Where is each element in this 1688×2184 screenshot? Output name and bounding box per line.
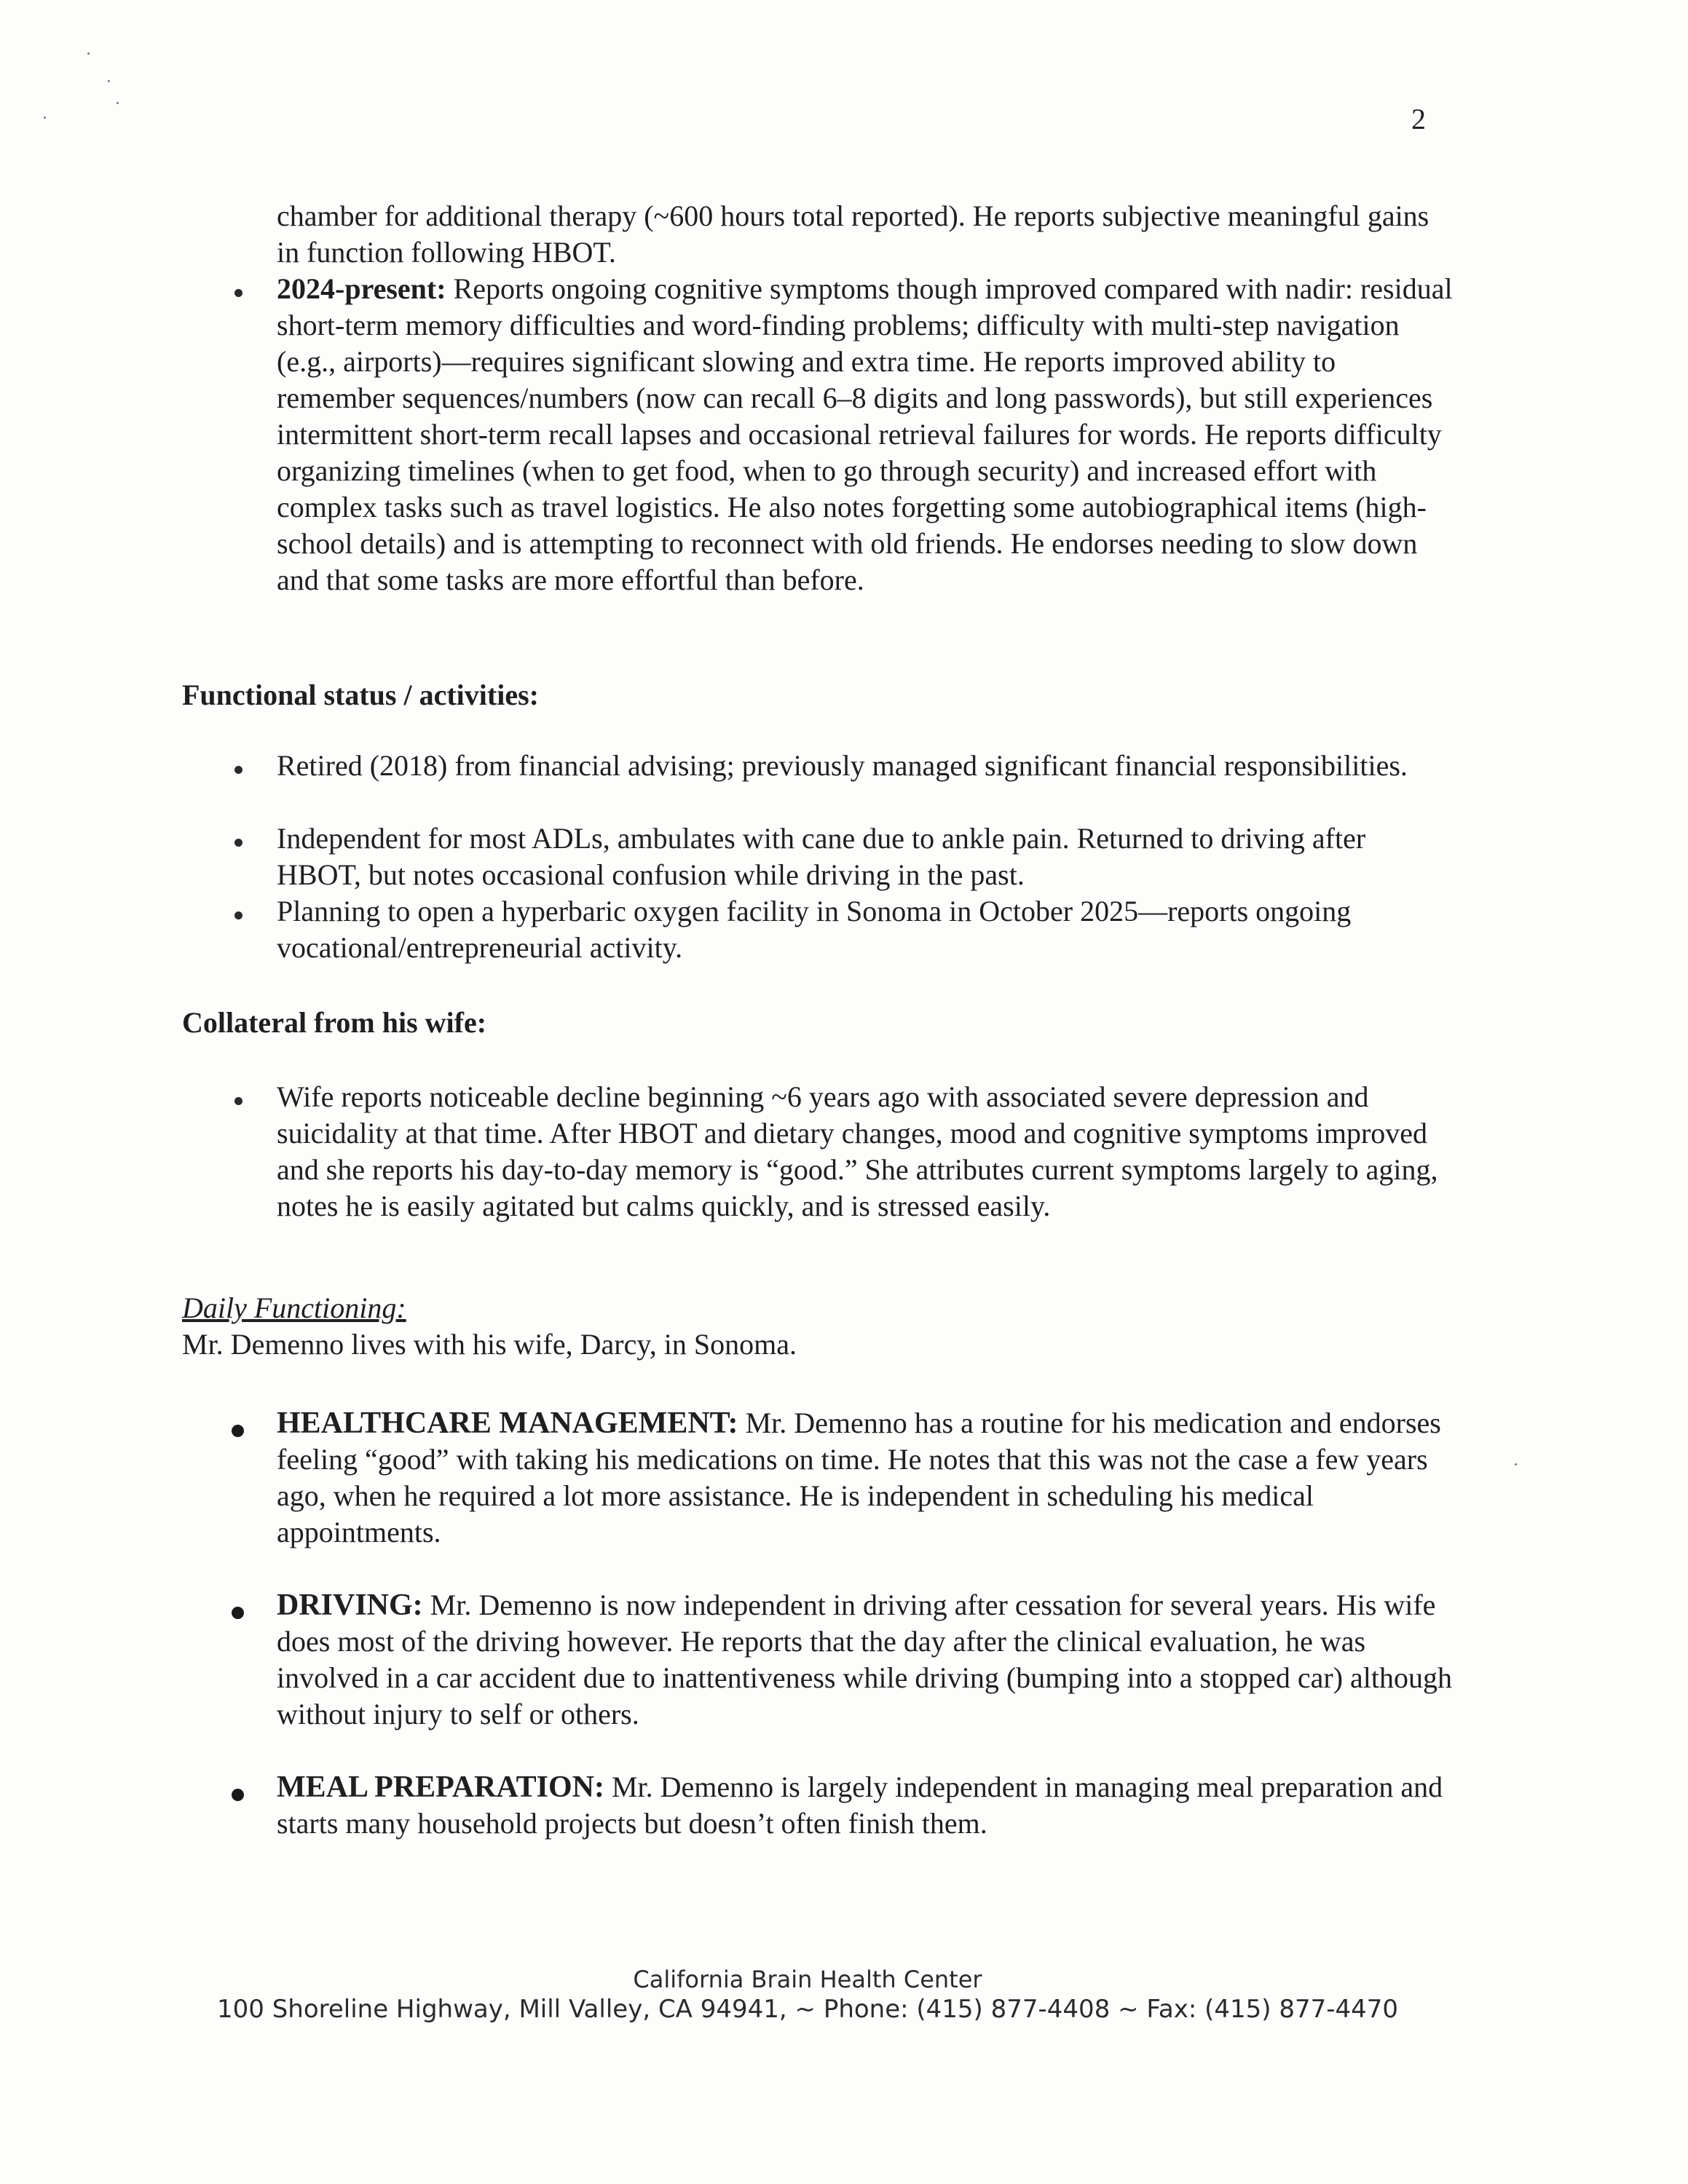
functional-status-heading: Functional status / activities: — [182, 678, 539, 711]
item-lead: DRIVING: — [277, 1588, 423, 1622]
collateral-heading: Collateral from his wife: — [182, 1006, 487, 1039]
history-item-2024 — [277, 271, 1456, 598]
list-item-text: Retired (2018) from financial advising; previously managed significant financial responsibilities. — [277, 749, 1408, 782]
history-continuation — [277, 198, 1456, 271]
list-item-text: Planning to open a hyperbaric oxygen facility in Sonoma in October 2025—reports ongoing vocational/entrepreneurial activity. — [277, 895, 1352, 964]
list-item — [277, 893, 1456, 966]
scan-speck — [117, 102, 119, 104]
scan-speck — [1515, 1463, 1517, 1465]
footer-center-name: California Brain Health Center — [633, 1966, 982, 1993]
continuation-text: chamber for additional therapy (~600 hours total reported). He reports subjective meaningful gains in function following HBOT. — [277, 199, 1429, 269]
bullet-dot — [232, 1425, 244, 1437]
scan-speck — [87, 52, 90, 55]
bullet-dot — [234, 839, 242, 847]
list-item — [277, 1587, 1456, 1733]
item-text: Mr. Demenno has a routine for his medication and endorses feeling “good” with taking his medications on time. He notes that this was not the case a few years ago, when he required a lot more assistance. He is independent in scheduling his medical appointments. — [277, 1406, 1441, 1548]
bullet-dot — [234, 766, 242, 774]
list-item — [277, 1405, 1456, 1551]
list-item-text: Independent for most ADLs, ambulates with cane due to ankle pain. Returned to driving after HBOT, but notes occasional confusion while driving in the past. — [277, 822, 1366, 891]
bullet-dot — [234, 1097, 242, 1105]
bullet-dot — [232, 1607, 244, 1619]
daily-functioning-heading: Daily Functioning: — [182, 1291, 406, 1324]
item-text: Mr. Demenno is largely independent in managing meal preparation and starts many household projects but doesn’t often finish them. — [277, 1770, 1443, 1840]
list-item — [277, 1769, 1456, 1842]
list-item — [277, 820, 1456, 893]
scan-speck — [108, 80, 110, 82]
page-number: 2 — [1411, 103, 1426, 135]
bullet-dot — [234, 289, 242, 297]
item-lead: HEALTHCARE MANAGEMENT: — [277, 1406, 738, 1440]
item-lead: MEAL PREPARATION: — [277, 1770, 604, 1804]
daily-functioning-intro: Mr. Demenno lives with his wife, Darcy, in Sonoma. — [182, 1328, 797, 1361]
list-item — [277, 748, 1456, 784]
scan-speck — [44, 116, 46, 119]
footer-address: 100 Shoreline Highway, Mill Valley, CA 94941, ~ Phone: (415) 877-4408 ~ Fax: (415) 877-4470 — [216, 1995, 1399, 2024]
bullet-dot — [234, 911, 242, 919]
bullet-dot — [232, 1789, 244, 1801]
list-item — [277, 1079, 1456, 1224]
list-item-text: Wife reports noticeable decline beginning ~6 years ago with associated severe depression and suicidality at that time. After HBOT and dietary changes, mood and cognitive symptoms improved and she reports his day-to-day memory is “good.” She attributes current symptoms largely to aging, notes he is easily agitated but calms quickly, and is stressed easily. — [277, 1080, 1438, 1222]
item-lead: 2024-present: — [277, 272, 446, 305]
item-text: Reports ongoing cognitive symptoms though improved compared with nadir: residual short-term memory difficulties and word-finding problems; difficulty with multi-step navigation (e.g., airports)—requires significant slowing and extra time. He reports improved ability to remember sequences/numbers (now can recall 6–8 digits and long passwords), but still experiences intermittent short-term recall lapses and occasional retrieval failures for words. He reports difficulty organizing timelines (when to get food, when to go through security) and increased effort with complex tasks such as travel logistics. He also notes forgetting some autobiographical items (high-school details) and is attempting to reconnect with old friends. He endorses needing to slow down and that some tasks are more effortful than before. — [277, 272, 1453, 596]
item-text: Mr. Demenno is now independent in driving after cessation for several years. His wife does most of the driving however. He reports that the day after the clinical evaluation, he was involved in a car accident due to inattentiveness while driving (bumping into a stopped car) although without injury to self or others. — [277, 1588, 1453, 1730]
